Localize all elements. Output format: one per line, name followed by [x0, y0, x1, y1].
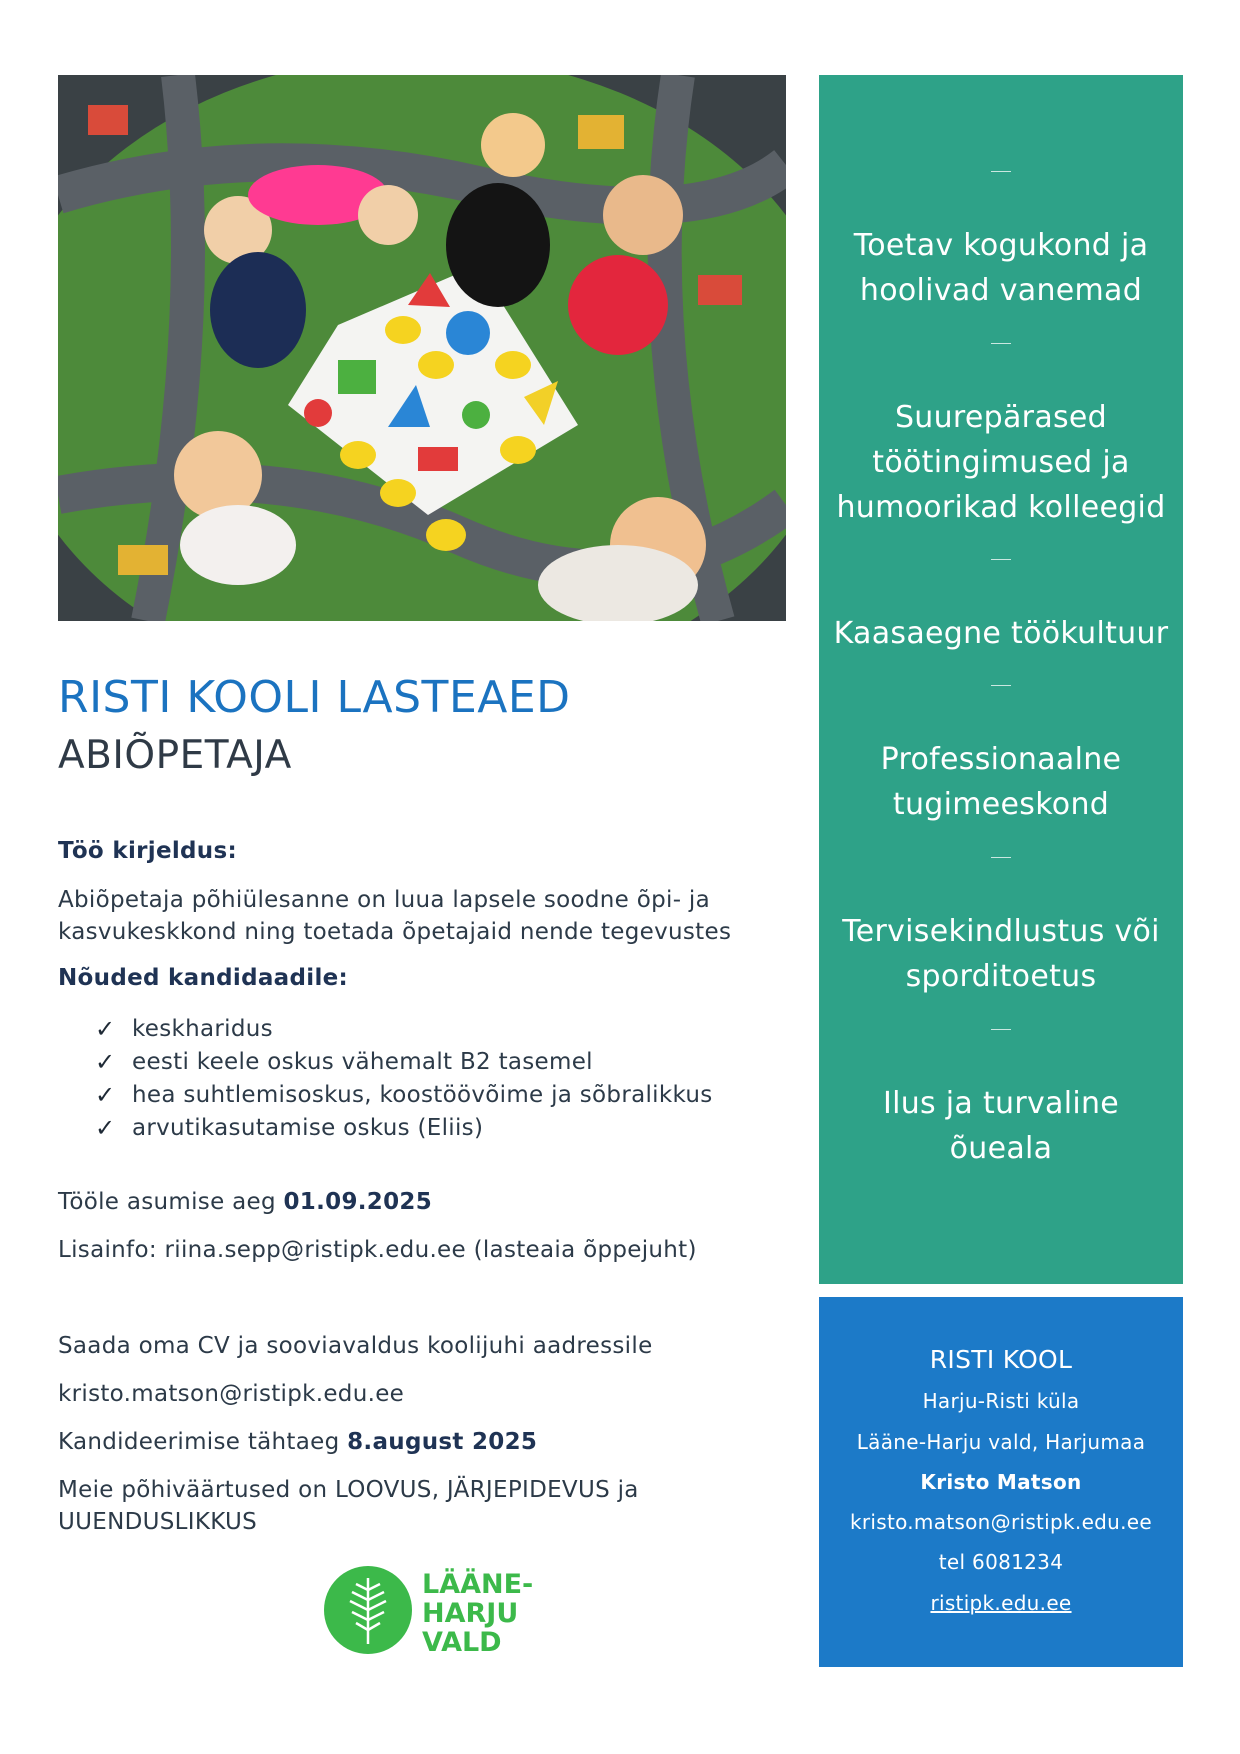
- apply-instructions: Saada oma CV ja sooviavaldus koolijuhi aadressile: [58, 1333, 653, 1359]
- children-playing-photo: [58, 75, 786, 621]
- deadline-label: Kandideerimise tähtaeg: [58, 1429, 340, 1455]
- requirements-heading: Nõuded kandidaadile:: [58, 965, 349, 991]
- requirement-text: keskharidus: [132, 1016, 273, 1042]
- requirement-text: hea suhtlemisoskus, koostöövõime ja sõbralikkus: [132, 1082, 713, 1108]
- job-description: Abiõpetaja põhiülesanne on luua lapsele soodne õpi- ja kasvukeskkond ning toetada õpetajaid nende tegevustes: [58, 887, 732, 945]
- contact-phone: tel 6081234: [938, 1550, 1064, 1574]
- benefits-panel: [819, 75, 1183, 1284]
- address-line1: Harju-Risti küla: [922, 1389, 1080, 1413]
- start-date-line: [58, 1186, 758, 1218]
- info-role: (lasteaia õppejuht): [473, 1237, 697, 1263]
- job-title: ABIÕPETAJA: [58, 733, 292, 778]
- divider: [991, 343, 1011, 344]
- benefit-item: Ilus ja turvaline õueala: [882, 1086, 1120, 1166]
- page-title: RISTI KOOLI LASTEAED: [58, 672, 571, 723]
- apply-email-link[interactable]: kristo.matson@ristipk.edu.ee: [58, 1381, 405, 1407]
- info-line: [58, 1234, 758, 1266]
- logo-line2: HARJU: [422, 1598, 519, 1629]
- checkmark-icon: ✓: [95, 1114, 116, 1142]
- deadline-date: 8.august 2025: [347, 1429, 538, 1455]
- contact-panel: [819, 1297, 1183, 1667]
- benefit-item: Kaasaegne töökultuur: [833, 616, 1169, 651]
- hero-photo: [58, 75, 786, 621]
- divider: [991, 685, 1011, 686]
- school-name: RISTI KOOL: [929, 1345, 1073, 1374]
- start-date-label: Tööle asumise aeg: [58, 1189, 276, 1215]
- contact-person: Kristo Matson: [920, 1470, 1082, 1494]
- list-item: [95, 1112, 713, 1145]
- list-item: [95, 1046, 713, 1079]
- benefit-item: Professionaalne tugimeeskond: [880, 742, 1122, 822]
- requirements-list: [95, 1013, 713, 1145]
- info-email-link[interactable]: riina.sepp@ristipk.edu.ee: [164, 1237, 466, 1263]
- logo-line3: VALD: [422, 1627, 502, 1658]
- tree-leaf-icon: [322, 1560, 542, 1660]
- benefit-item: Toetav kogukond ja hoolivad vanemad: [853, 228, 1149, 308]
- core-values: Meie põhiväärtused on LOOVUS, JÄRJEPIDEVUS ja UUENDUSLIKKUS: [58, 1477, 639, 1535]
- requirement-text: eesti keele oskus vähemalt B2 tasemel: [132, 1049, 593, 1075]
- list-item: [95, 1013, 713, 1046]
- checkmark-icon: ✓: [95, 1081, 116, 1109]
- start-date: 01.09.2025: [283, 1189, 433, 1215]
- divider: [991, 559, 1011, 560]
- checkmark-icon: ✓: [95, 1015, 116, 1043]
- deadline-line: [58, 1426, 758, 1458]
- lääne-harju-logo: [322, 1560, 542, 1660]
- list-item: [95, 1079, 713, 1112]
- address-line2: Lääne-Harju vald, Harjumaa: [856, 1430, 1146, 1454]
- contact-email-link[interactable]: kristo.matson@ristipk.edu.ee: [849, 1510, 1153, 1534]
- description-heading: Töö kirjeldus:: [58, 838, 237, 864]
- logo-line1: LÄÄNE-: [422, 1569, 534, 1600]
- info-label: Lisainfo:: [58, 1237, 157, 1263]
- divider: [991, 171, 1011, 172]
- checkmark-icon: ✓: [95, 1048, 116, 1076]
- website-link[interactable]: ristipk.edu.ee: [930, 1591, 1072, 1615]
- requirement-text: arvutikasutamise oskus (Eliis): [132, 1115, 484, 1141]
- benefit-item: Suurepärased töötingimused ja humoorikad kolleegid: [836, 400, 1166, 525]
- benefit-item: Tervisekindlustus või sporditoetus: [842, 914, 1160, 994]
- divider: [991, 1029, 1011, 1030]
- divider: [991, 857, 1011, 858]
